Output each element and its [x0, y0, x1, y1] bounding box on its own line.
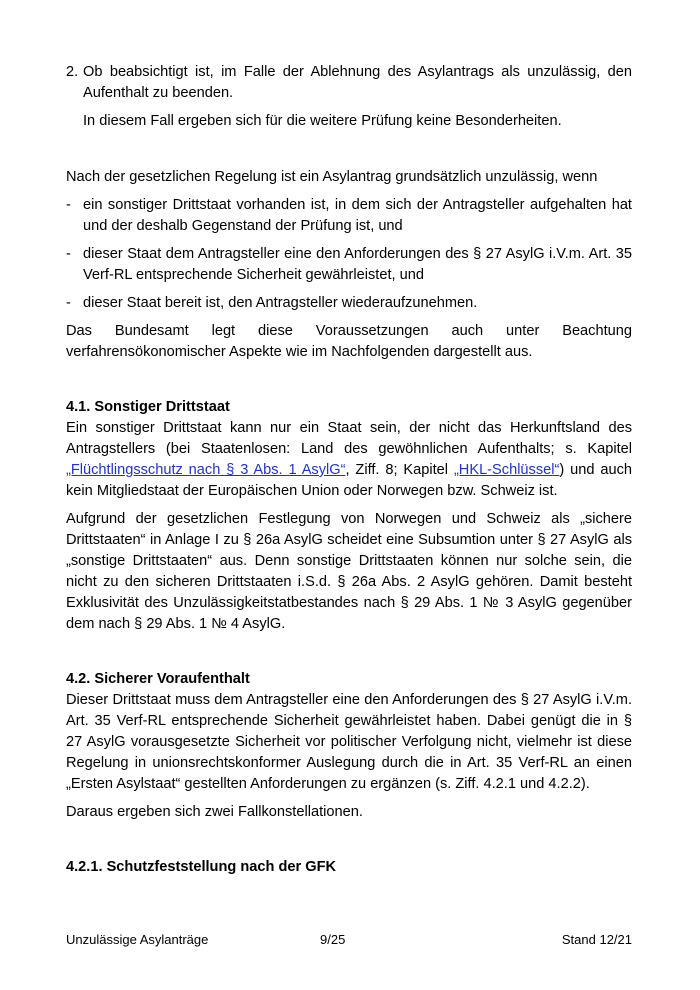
link-hkl-schluessel[interactable]: „HKL-Schlüssel“	[453, 462, 560, 478]
numbered-item-2	[66, 62, 632, 104]
list-item: - ein sonstiger Drittstaat vorhanden ist, in dem sich der Antragsteller aufgehalten hat und der deshalb Gegenstand der Prüfung ist, und	[66, 197, 632, 234]
page-footer	[66, 932, 632, 950]
section-4-1-paragraph-2: Aufgrund der gesetzlichen Festlegung von Norwegen und Schweiz als „sichere Drittstaaten“ in Anlage I zu § 26a AsylG scheidet eine Subsumtion unter § 27 AsylG als „sonstige Drittstaaten“ aus. Denn sonstige Drittstaaten können nur solche sein, die nicht zu den sicheren Drittstaaten i.S.d. § 26a Abs. 2 AsylG gehören. Damit besteht Exklusivität des Unzulässigkeitstatbestandes nach § 29 Abs. 1 № 3 AsylG gegenüber dem nach § 29 Abs. 1 № 4 AsylG.	[66, 511, 632, 632]
link-fluechtlingsschutz[interactable]: „Flüchtlingsschutz nach § 3 Abs. 1 AsylG“	[66, 462, 346, 478]
list-item: - dieser Staat dem Antragsteller eine den Anforderungen des § 27 AsylG i.V.m. Art. 35 Verf-RL entsprechende Sicherheit gewährleistet, und	[66, 246, 632, 283]
page-number: 9/25	[320, 932, 346, 947]
document-page	[66, 62, 632, 878]
item-number: 2.	[66, 64, 79, 80]
section-4-2-paragraph-1: Dieser Drittstaat muss dem Antragsteller eine den Anforderungen des § 27 AsylG i.V.m. Art. 35 Verf-RL entsprechende Sicherheit gewährleistet haben. Dabei genügt die in § 27 AsylG vorausgesetzte Sicherheit vor politischer Verfolgung nicht, vielmehr ist diese Regelung in unionsrechtskonformer Auslegung durch die in Art. 35 Verf-RL an einen „Ersten Asylstaat“ gestellten Anforderungen zu ergänzen (s. Ziff. 4.2.1 und 4.2.2).	[66, 692, 632, 792]
section-heading-4-1: 4.1. Sonstiger Drittstaat	[66, 399, 230, 415]
footer-title: Unzulässige Asylanträge	[66, 932, 209, 947]
conclusion-paragraph: Das Bundesamt legt diese Voraussetzungen auch unter Beachtung verfahrensökonomischer Aspekte wie im Nachfolgenden dargestellt aus.	[66, 323, 632, 360]
item-text: Ob beabsichtigt ist, im Falle der Ablehnung des Asylantrags als unzulässig, den Aufenthalt zu beenden.	[83, 64, 632, 101]
section-4-2-paragraph-2: Daraus ergeben sich zwei Fallkonstellationen.	[66, 804, 363, 820]
list-item: - dieser Staat bereit ist, den Antragsteller wiederaufzunehmen.	[66, 295, 478, 311]
section-heading-4-2: 4.2. Sicherer Voraufenthalt	[66, 671, 250, 687]
intro-paragraph: Nach der gesetzlichen Regelung ist ein Asylantrag grundsätzlich unzulässig, wenn	[66, 169, 598, 185]
section-heading-4-2-1: 4.2.1. Schutzfeststellung nach der GFK	[66, 859, 337, 875]
footer-date: Stand 12/21	[561, 932, 632, 947]
section-4-1-paragraph-1: Ein sonstiger Drittstaat kann nur ein Staat sein, der nicht das Herkunftsland des Antragstellers (bei Staatenlosen: Land des gewöhnlichen Aufenthalts; s. Kapitel „Flüchtlingsschutz nach § 3 Abs. 1 AsylG“, Ziff. 8; Kapitel „HKL-Schlüssel“) und auch kein Mitgliedstaat der Europäischen Union oder Norwegen bzw. Schweiz ist.	[66, 420, 633, 499]
item-note: In diesem Fall ergeben sich für die weitere Prüfung keine Besonderheiten.	[83, 113, 562, 129]
